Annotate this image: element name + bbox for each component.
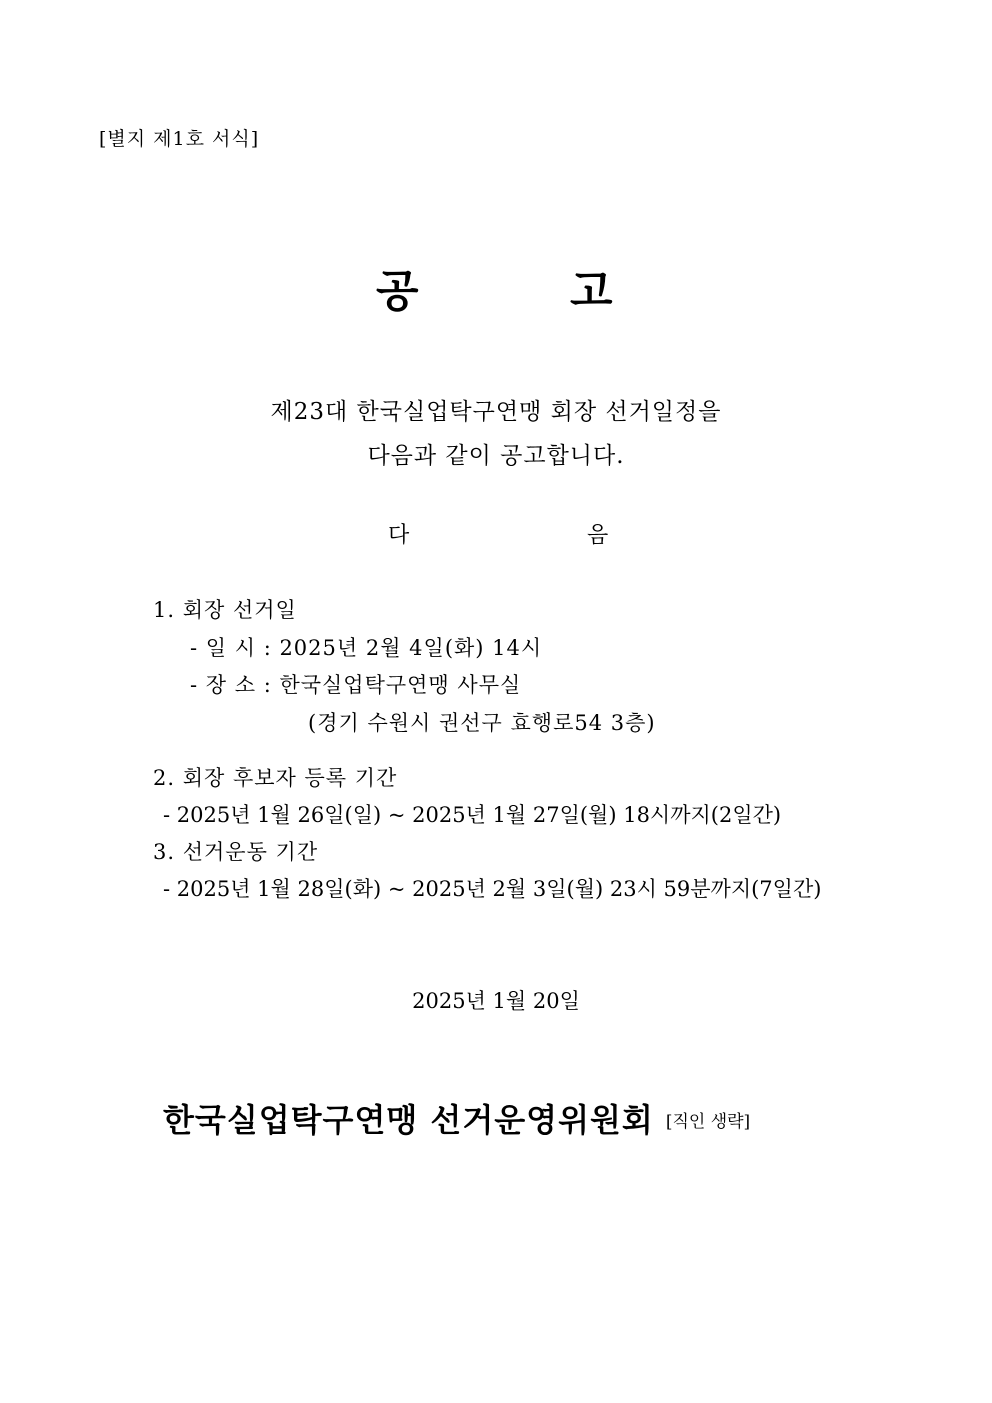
title-char-2: 고 bbox=[570, 266, 613, 317]
election-place: - 장 소 : 한국실업탁구연맹 사무실 bbox=[190, 673, 522, 697]
announcement-date: 2025년 1월 20일 bbox=[412, 989, 580, 1013]
election-address: (경기 수원시 권선구 효행로54 3층) bbox=[308, 711, 656, 735]
registration-period: - 2025년 1월 26일(일) ~ 2025년 1월 27일(월) 18시까지(2일간) bbox=[163, 803, 782, 827]
election-datetime: - 일 시 : 2025년 2월 4일(화) 14시 bbox=[190, 636, 543, 660]
campaign-period: - 2025년 1월 28일(화) ~ 2025년 2월 3일(월) 23시 59분까지(7일간) bbox=[163, 877, 822, 901]
election-title: 1. 회장 선거일 bbox=[153, 598, 297, 622]
campaign-title: 3. 선거운동 기간 bbox=[153, 840, 319, 864]
intro-line-1: 제23대 한국실업탁구연맹 회장 선거일정을 bbox=[270, 399, 722, 425]
seal-note: [직인 생략] bbox=[665, 1112, 751, 1132]
form-label: [별지 제1호 서식] bbox=[99, 128, 260, 150]
title-char-1: 공 bbox=[376, 266, 419, 317]
intro-line-2: 다음과 같이 공고합니다. bbox=[367, 443, 625, 469]
organization-name: 한국실업탁구연맹 선거운영위원회 bbox=[163, 1101, 654, 1139]
registration-title: 2. 회장 후보자 등록 기간 bbox=[153, 766, 398, 790]
section-heading-char-2: 음 bbox=[587, 523, 609, 548]
organization-signature bbox=[163, 1095, 750, 1141]
section-heading-char-1: 다 bbox=[388, 523, 410, 548]
